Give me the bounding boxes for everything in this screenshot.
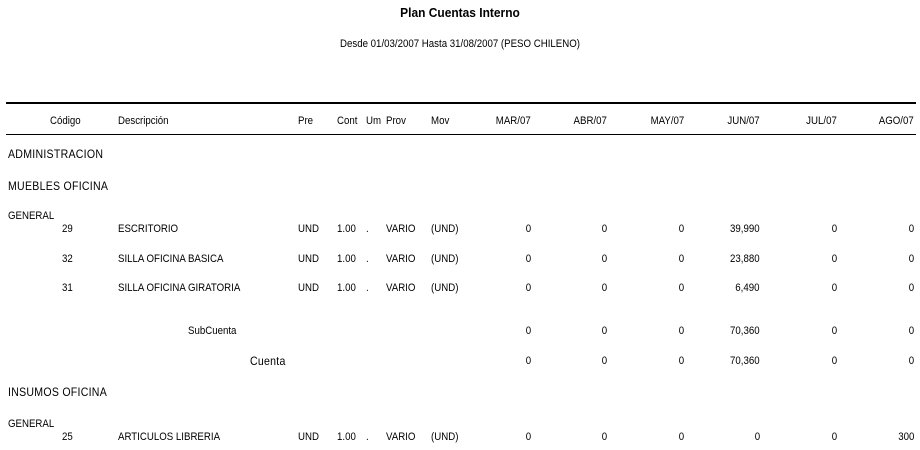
row-descripcion: ARTICULOS LIBRERIA: [118, 431, 221, 443]
cuenta-abr: 0: [601, 355, 607, 367]
group-general-1: GENERAL: [8, 210, 55, 222]
cuenta-ago: 0: [908, 355, 914, 367]
col-jul-header: JUL/07: [806, 115, 837, 127]
col-may-header: MAY/07: [650, 115, 684, 127]
cuenta-mar: 0: [525, 355, 531, 367]
col-jun-header: JUN/07: [727, 115, 760, 127]
row-may: 0: [678, 253, 684, 265]
row-mov: (UND): [431, 253, 459, 265]
subcuenta-jul: 0: [831, 325, 837, 337]
row-cont: 1.00: [337, 282, 356, 294]
row-codigo: 29: [62, 223, 73, 235]
row-mar: 0: [525, 282, 531, 294]
row-jun: 6,490: [735, 282, 760, 294]
col-pre-header: Pre: [298, 115, 314, 127]
subcuenta-jun: 70,360: [730, 325, 760, 337]
col-um-header: Um: [366, 115, 382, 127]
group-general-2: GENERAL: [8, 418, 55, 430]
row-jul: 0: [831, 253, 837, 265]
report-subtitle: Desde 01/03/2007 Hasta 31/08/2007 (PESO CHILENO): [340, 38, 580, 50]
row-descripcion: SILLA OFICINA BASICA: [118, 253, 224, 265]
section-administracion: ADMINISTRACION: [8, 147, 104, 161]
row-pre: UND: [298, 282, 319, 294]
section-muebles-oficina: MUEBLES OFICINA: [8, 179, 109, 193]
cuenta-label: Cuenta: [250, 354, 286, 368]
col-abr-header: ABR/07: [573, 115, 607, 127]
col-codigo-header: Código: [50, 115, 81, 127]
col-ago-header: AGO/07: [879, 115, 914, 127]
row-um: .: [366, 223, 369, 235]
report-title: Plan Cuentas Interno: [400, 5, 520, 20]
row-jul: 0: [831, 282, 837, 294]
row-um: .: [366, 253, 369, 265]
row-prov: VARIO: [386, 282, 416, 294]
row-jun: 39,990: [730, 223, 760, 235]
row-abr: 0: [601, 282, 607, 294]
row-descripcion: SILLA OFICINA GIRATORIA: [118, 282, 241, 294]
row-jun: 0: [754, 431, 760, 443]
row-um: .: [366, 431, 369, 443]
row-mar: 0: [525, 431, 531, 443]
row-abr: 0: [601, 253, 607, 265]
row-prov: VARIO: [386, 223, 416, 235]
row-codigo: 25: [62, 431, 73, 443]
subcuenta-may: 0: [678, 325, 684, 337]
row-cont: 1.00: [337, 223, 356, 235]
row-may: 0: [678, 223, 684, 235]
row-may: 0: [678, 431, 684, 443]
subcuenta-label: SubCuenta: [188, 325, 237, 337]
row-jul: 0: [831, 223, 837, 235]
row-jul: 0: [831, 431, 837, 443]
cuenta-may: 0: [678, 355, 684, 367]
row-codigo: 32: [62, 253, 73, 265]
row-ago: 0: [908, 253, 914, 265]
row-jun: 23,880: [730, 253, 760, 265]
row-mar: 0: [525, 223, 531, 235]
row-may: 0: [678, 282, 684, 294]
row-mov: (UND): [431, 223, 459, 235]
row-ago: 0: [908, 282, 914, 294]
row-ago: 0: [908, 223, 914, 235]
row-mar: 0: [525, 253, 531, 265]
row-pre: UND: [298, 253, 319, 265]
row-codigo: 31: [62, 282, 73, 294]
row-ago: 300: [897, 431, 914, 443]
row-prov: VARIO: [386, 253, 416, 265]
row-pre: UND: [298, 431, 319, 443]
row-abr: 0: [601, 223, 607, 235]
col-mar-header: MAR/07: [496, 115, 531, 127]
subcuenta-mar: 0: [525, 325, 531, 337]
subcuenta-abr: 0: [601, 325, 607, 337]
section-insumos-oficina: INSUMOS OFICINA: [8, 385, 108, 399]
row-mov: (UND): [431, 282, 459, 294]
row-cont: 1.00: [337, 431, 356, 443]
row-pre: UND: [298, 223, 319, 235]
row-prov: VARIO: [386, 431, 416, 443]
col-mov-header: Mov: [431, 115, 450, 127]
row-abr: 0: [601, 431, 607, 443]
header-bottom-rule: [6, 134, 916, 135]
row-cont: 1.00: [337, 253, 356, 265]
row-um: .: [366, 282, 369, 294]
col-descripcion-header: Descripción: [118, 115, 169, 127]
col-cont-header: Cont: [337, 115, 358, 127]
header-top-rule: [6, 102, 916, 104]
cuenta-jun: 70,360: [730, 355, 760, 367]
cuenta-jul: 0: [831, 355, 837, 367]
col-prov-header: Prov: [386, 115, 406, 127]
row-mov: (UND): [431, 431, 459, 443]
subcuenta-ago: 0: [908, 325, 914, 337]
row-descripcion: ESCRITORIO: [118, 223, 179, 235]
